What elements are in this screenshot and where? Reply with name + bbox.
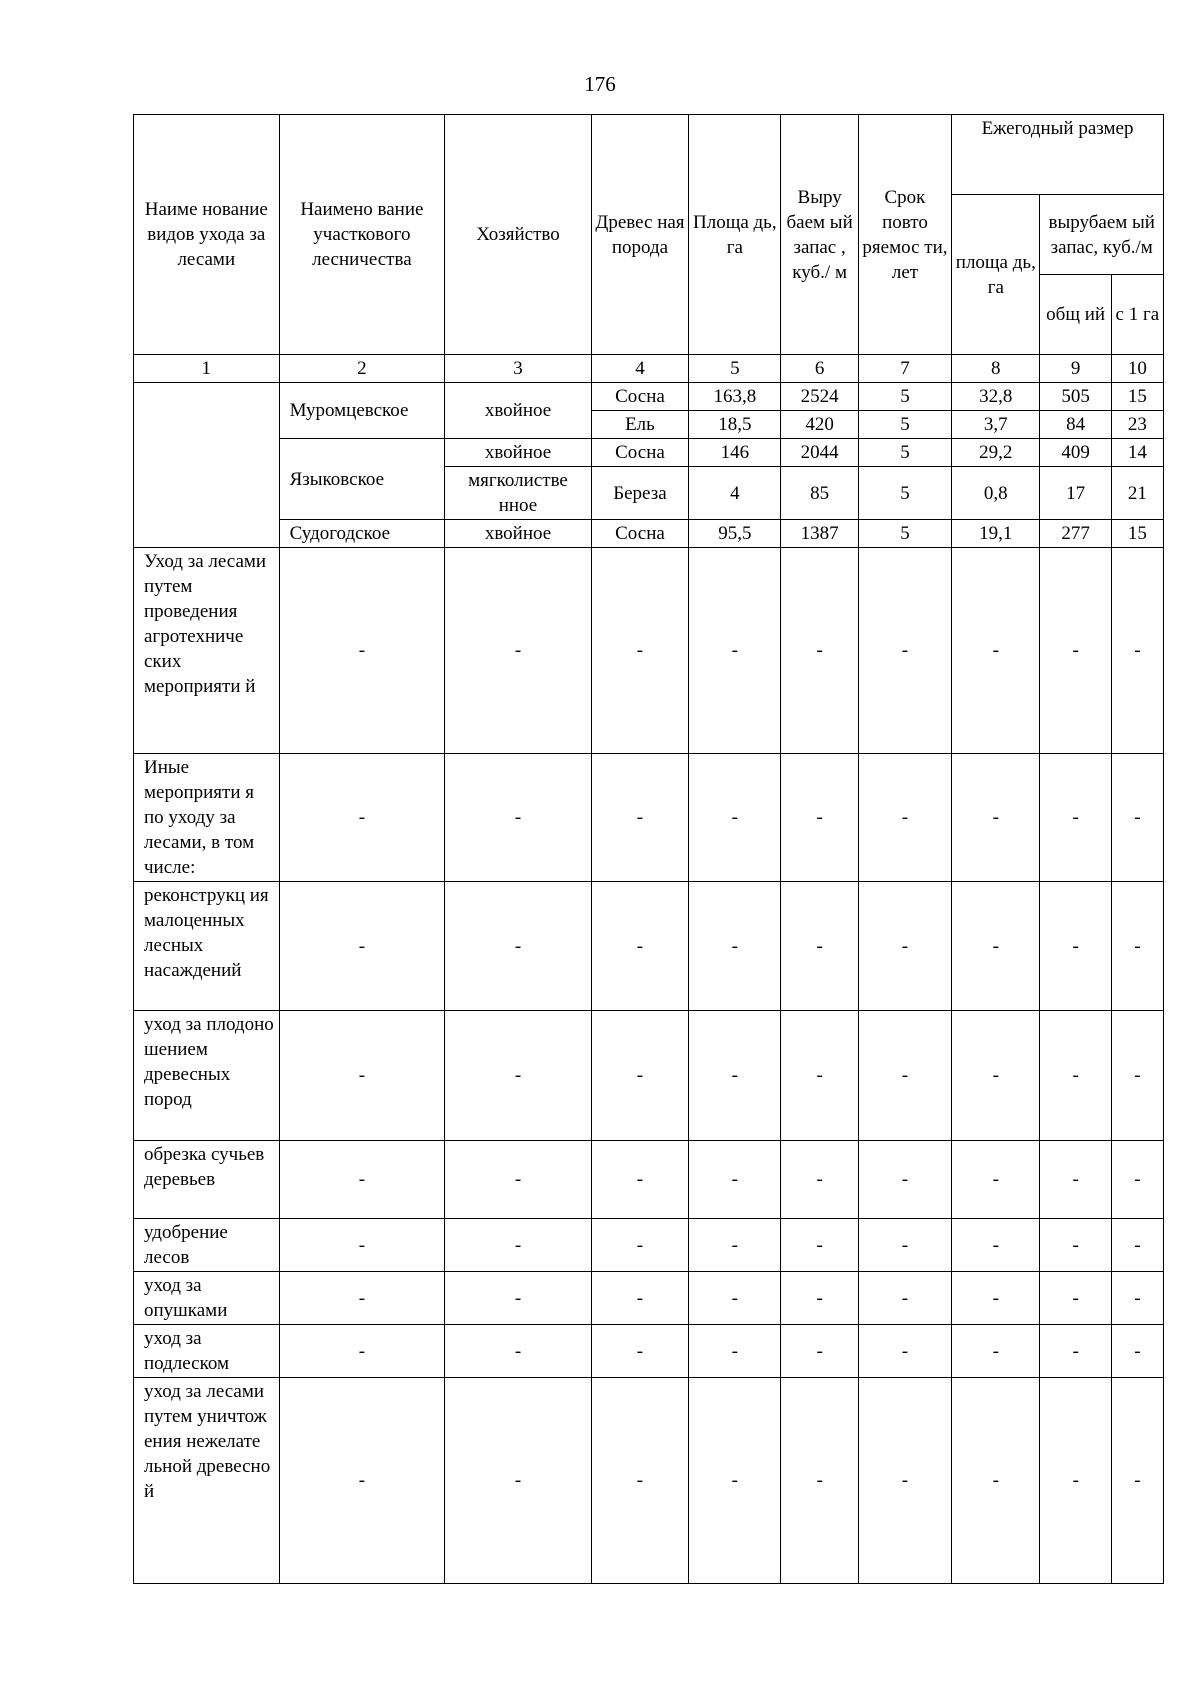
annual-area-cell: 0,8: [952, 467, 1040, 520]
dash-cell: -: [689, 1378, 781, 1584]
annual-total-cell: 17: [1040, 467, 1111, 520]
header-area: Площа дь, га: [689, 115, 781, 355]
header-care-type: Наиме нование видов ухода за лесами: [134, 115, 280, 355]
species-cell: Сосна: [591, 520, 688, 548]
dash-cell: -: [858, 1325, 951, 1378]
care-type-name: Иные мероприяти я по уходу за лесами, в том числе:: [134, 754, 280, 882]
header-period: Срок повто ряемос ти, лет: [858, 115, 951, 355]
stock-cell: 85: [781, 467, 858, 520]
dash-cell: -: [781, 1011, 858, 1141]
area-cell: 95,5: [689, 520, 781, 548]
stock-cell: 1387: [781, 520, 858, 548]
stock-cell: 2044: [781, 439, 858, 467]
header-forestry: Наимено вание участкового лесничества: [279, 115, 445, 355]
period-cell: 5: [858, 383, 951, 411]
dash-cell: -: [858, 1141, 951, 1219]
table-row: [134, 383, 1164, 411]
dash-cell: -: [1111, 1011, 1163, 1141]
dash-cell: -: [1040, 548, 1111, 754]
annual-total-cell: 409: [1040, 439, 1111, 467]
header-annual-area: площа дь, га: [952, 195, 1040, 355]
table-row: [134, 1219, 1164, 1272]
dash-cell: -: [591, 882, 688, 1011]
dash-cell: -: [689, 1325, 781, 1378]
care-type-name: Уход за лесами путем проведения агротехниче ских мероприяти й: [134, 548, 280, 754]
dash-cell: -: [781, 1325, 858, 1378]
dash-cell: -: [952, 548, 1040, 754]
dash-cell: -: [858, 1011, 951, 1141]
dash-cell: -: [445, 1272, 592, 1325]
dash-cell: -: [1111, 754, 1163, 882]
care-type-name: обрезка сучьев деревьев: [134, 1141, 280, 1219]
dash-cell: -: [1040, 882, 1111, 1011]
header-annual: Ежегодный размер: [952, 115, 1164, 195]
dash-cell: -: [445, 1141, 592, 1219]
dash-cell: -: [279, 1141, 445, 1219]
column-number: 5: [689, 355, 781, 383]
dash-cell: -: [858, 1378, 951, 1584]
forestry-name: Муромцевское: [279, 383, 445, 439]
dash-cell: -: [279, 754, 445, 882]
dash-cell: -: [858, 754, 951, 882]
dash-cell: -: [1111, 1325, 1163, 1378]
measure-rows: [134, 548, 1164, 1584]
dash-cell: -: [591, 1011, 688, 1141]
care-type-name: уход за лесами путем уничтож ения нежелате льной древесно й: [134, 1378, 280, 1584]
dash-cell: -: [858, 548, 951, 754]
dash-cell: -: [445, 548, 592, 754]
table-row: [134, 754, 1164, 882]
dash-cell: -: [952, 1378, 1040, 1584]
table-row: [134, 882, 1164, 1011]
column-number: 8: [952, 355, 1040, 383]
dash-cell: -: [781, 1219, 858, 1272]
annual-area-cell: 29,2: [952, 439, 1040, 467]
column-number: 10: [1111, 355, 1163, 383]
table-row: [134, 520, 1164, 548]
annual-per-ha-cell: 15: [1111, 383, 1163, 411]
dash-cell: -: [781, 548, 858, 754]
dash-cell: -: [591, 1325, 688, 1378]
dash-cell: -: [689, 882, 781, 1011]
dash-cell: -: [1040, 1325, 1111, 1378]
dash-cell: -: [689, 1141, 781, 1219]
header-farm: Хозяйство: [445, 115, 592, 355]
dash-cell: -: [1040, 1378, 1111, 1584]
care-type-name: уход за подлеском: [134, 1325, 280, 1378]
dash-cell: -: [445, 754, 592, 882]
column-number: 3: [445, 355, 592, 383]
dash-cell: -: [591, 1141, 688, 1219]
dash-cell: -: [952, 1272, 1040, 1325]
dash-cell: -: [689, 1272, 781, 1325]
species-cell: Ель: [591, 411, 688, 439]
annual-area-cell: 19,1: [952, 520, 1040, 548]
dash-cell: -: [591, 1219, 688, 1272]
dash-cell: -: [591, 754, 688, 882]
dash-cell: -: [689, 1011, 781, 1141]
dash-cell: -: [445, 1219, 592, 1272]
farm-cell: хвойное: [445, 439, 592, 467]
dash-cell: -: [952, 1219, 1040, 1272]
annual-total-cell: 505: [1040, 383, 1111, 411]
column-number: 1: [134, 355, 280, 383]
dash-cell: -: [952, 882, 1040, 1011]
dash-cell: -: [781, 882, 858, 1011]
care-type-name: реконструкц ия малоценных лесных насаждений: [134, 882, 280, 1011]
species-cell: Береза: [591, 467, 688, 520]
period-cell: 5: [858, 520, 951, 548]
dash-cell: -: [1040, 1011, 1111, 1141]
column-number: 6: [781, 355, 858, 383]
column-number: 4: [591, 355, 688, 383]
dash-cell: -: [591, 1378, 688, 1584]
dash-cell: -: [952, 1141, 1040, 1219]
header-annual-stock: вырубаем ый запас, куб./м: [1040, 195, 1164, 275]
dash-cell: -: [279, 1272, 445, 1325]
dash-cell: -: [445, 1011, 592, 1141]
header-annual-per-ha: с 1 га: [1111, 275, 1163, 355]
header-stock: Выру баем ый запас , куб./ м: [781, 115, 858, 355]
forestry-name: Языковское: [279, 439, 445, 520]
dash-cell: -: [1111, 1272, 1163, 1325]
table-row: [134, 1325, 1164, 1378]
farm-cell: хвойное: [445, 383, 592, 439]
annual-per-ha-cell: 23: [1111, 411, 1163, 439]
area-cell: 163,8: [689, 383, 781, 411]
area-cell: 4: [689, 467, 781, 520]
annual-area-cell: 3,7: [952, 411, 1040, 439]
care-type-name: уход за плодоно шением древесных пород: [134, 1011, 280, 1141]
dash-cell: -: [781, 754, 858, 882]
dash-cell: -: [1040, 1141, 1111, 1219]
stock-cell: 420: [781, 411, 858, 439]
table-row: [134, 439, 1164, 467]
dash-cell: -: [781, 1272, 858, 1325]
header-species: Древес ная порода: [591, 115, 688, 355]
dash-cell: -: [279, 1011, 445, 1141]
dash-cell: -: [279, 1378, 445, 1584]
dash-cell: -: [858, 882, 951, 1011]
dash-cell: -: [689, 1219, 781, 1272]
farm-cell: хвойное: [445, 520, 592, 548]
care-type-name: удобрение лесов: [134, 1219, 280, 1272]
header-annual-total: общ ий: [1040, 275, 1111, 355]
column-number: 2: [279, 355, 445, 383]
column-number: 9: [1040, 355, 1111, 383]
dash-cell: -: [1111, 1219, 1163, 1272]
dash-cell: -: [1040, 1219, 1111, 1272]
period-cell: 5: [858, 411, 951, 439]
dash-cell: -: [1111, 1378, 1163, 1584]
dash-cell: -: [591, 548, 688, 754]
dash-cell: -: [952, 754, 1040, 882]
forest-care-table: [133, 114, 1164, 1584]
column-number: 7: [858, 355, 951, 383]
species-cell: Сосна: [591, 383, 688, 411]
dash-cell: -: [279, 1219, 445, 1272]
annual-total-cell: 84: [1040, 411, 1111, 439]
dash-cell: -: [279, 548, 445, 754]
table-row: [134, 1378, 1164, 1584]
care-type-cell: [134, 383, 280, 548]
annual-per-ha-cell: 21: [1111, 467, 1163, 520]
annual-per-ha-cell: 15: [1111, 520, 1163, 548]
dash-cell: -: [689, 754, 781, 882]
area-cell: 146: [689, 439, 781, 467]
stock-cell: 2524: [781, 383, 858, 411]
care-type-name: уход за опушками: [134, 1272, 280, 1325]
period-cell: 5: [858, 467, 951, 520]
dash-cell: -: [1040, 754, 1111, 882]
dash-cell: -: [279, 882, 445, 1011]
dash-cell: -: [781, 1378, 858, 1584]
dash-cell: -: [689, 548, 781, 754]
annual-per-ha-cell: 14: [1111, 439, 1163, 467]
dash-cell: -: [858, 1272, 951, 1325]
page-number: 176: [584, 72, 616, 96]
area-cell: 18,5: [689, 411, 781, 439]
dash-cell: -: [1111, 882, 1163, 1011]
dash-cell: -: [952, 1325, 1040, 1378]
dash-cell: -: [279, 1325, 445, 1378]
dash-cell: -: [591, 1272, 688, 1325]
farm-cell: мягколистве нное: [445, 467, 592, 520]
forestry-name: Судогодское: [279, 520, 445, 548]
table-row: [134, 1141, 1164, 1219]
dash-cell: -: [1111, 1141, 1163, 1219]
table-row: [134, 1272, 1164, 1325]
species-cell: Сосна: [591, 439, 688, 467]
table-row: [134, 1011, 1164, 1141]
dash-cell: -: [445, 882, 592, 1011]
dash-cell: -: [1040, 1272, 1111, 1325]
dash-cell: -: [445, 1378, 592, 1584]
dash-cell: -: [858, 1219, 951, 1272]
annual-area-cell: 32,8: [952, 383, 1040, 411]
period-cell: 5: [858, 439, 951, 467]
dash-cell: -: [952, 1011, 1040, 1141]
dash-cell: -: [781, 1141, 858, 1219]
annual-total-cell: 277: [1040, 520, 1111, 548]
dash-cell: -: [1111, 548, 1163, 754]
table-row: [134, 548, 1164, 754]
dash-cell: -: [445, 1325, 592, 1378]
